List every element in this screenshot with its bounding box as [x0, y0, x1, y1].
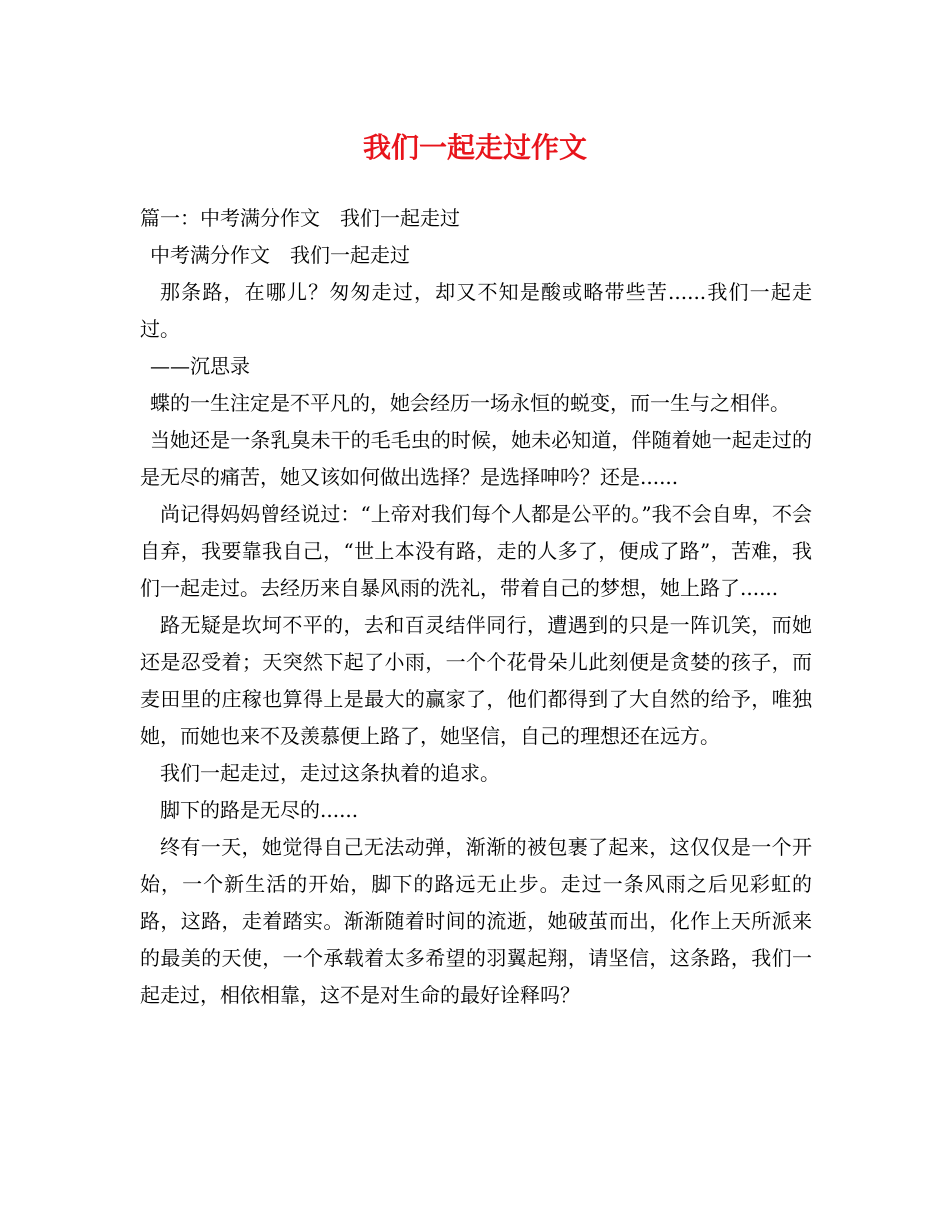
paragraph: 我们一起走过，走过这条执着的追求。	[160, 761, 500, 785]
paragraph: 脚下的路是无尽的......	[160, 798, 359, 822]
document-body	[140, 200, 812, 1014]
paragraph: 终有一天，她觉得自己无法动弹，渐渐的被包裹了起来，这仅仅是一个开始，一个新生活的开始，脚下的路远无止步。走过一条风雨之后见彩虹的路，这路，走着踏实。渐渐随着时间的流逝，她破茧而出，化作上天所派来的最美的天使，一个承载着太多希望的羽翼起翔，请坚信，这条路，我们一起走过，相依相靠，这不是对生命的最好诠释吗？	[140, 835, 812, 1007]
paragraph-epigraph-source: ——沉思录	[150, 354, 250, 378]
paragraph-section-heading: 篇一：中考满分作文 我们一起走过	[140, 206, 460, 230]
paragraph: 当她还是一条乳臭未干的毛毛虫的时候，她未必知道，伴随着她一起走过的是无尽的痛苦，她又该如何做出选择？是选择呻吟？还是......	[140, 428, 812, 489]
paragraph-epigraph: 那条路，在哪儿？匆匆走过，却又不知是酸或略带些苦......我们一起走过。	[140, 280, 812, 341]
paragraph: 蝶的一生注定是不平凡的，她会经历一场永恒的蜕变，而一生与之相伴。	[150, 391, 790, 415]
paragraph: 路无疑是坎坷不平的，去和百灵结伴同行，遭遇到的只是一阵讥笑，而她还是忍受着；天突然下起了小雨，一个个花骨朵儿此刻便是贪婪的孩子，而麦田里的庄稼也算得上是最大的赢家了，他们都得到了大自然的给予，唯独她，而她也来不及羡慕便上路了，她坚信，自己的理想还在远方。	[140, 613, 812, 748]
document-title: 我们一起走过作文	[362, 131, 587, 164]
paragraph-subtitle: 中考满分作文 我们一起走过	[150, 243, 410, 267]
paragraph: 尚记得妈妈曾经说过：“上帝对我们每个人都是公平的。”我不会自卑，不会自弃，我要靠我自己，“世上本没有路，走的人多了，便成了路”，苦难，我们一起走过。去经历来自暴风雨的洗礼，带着自己的梦想，她上路了......	[140, 502, 812, 600]
